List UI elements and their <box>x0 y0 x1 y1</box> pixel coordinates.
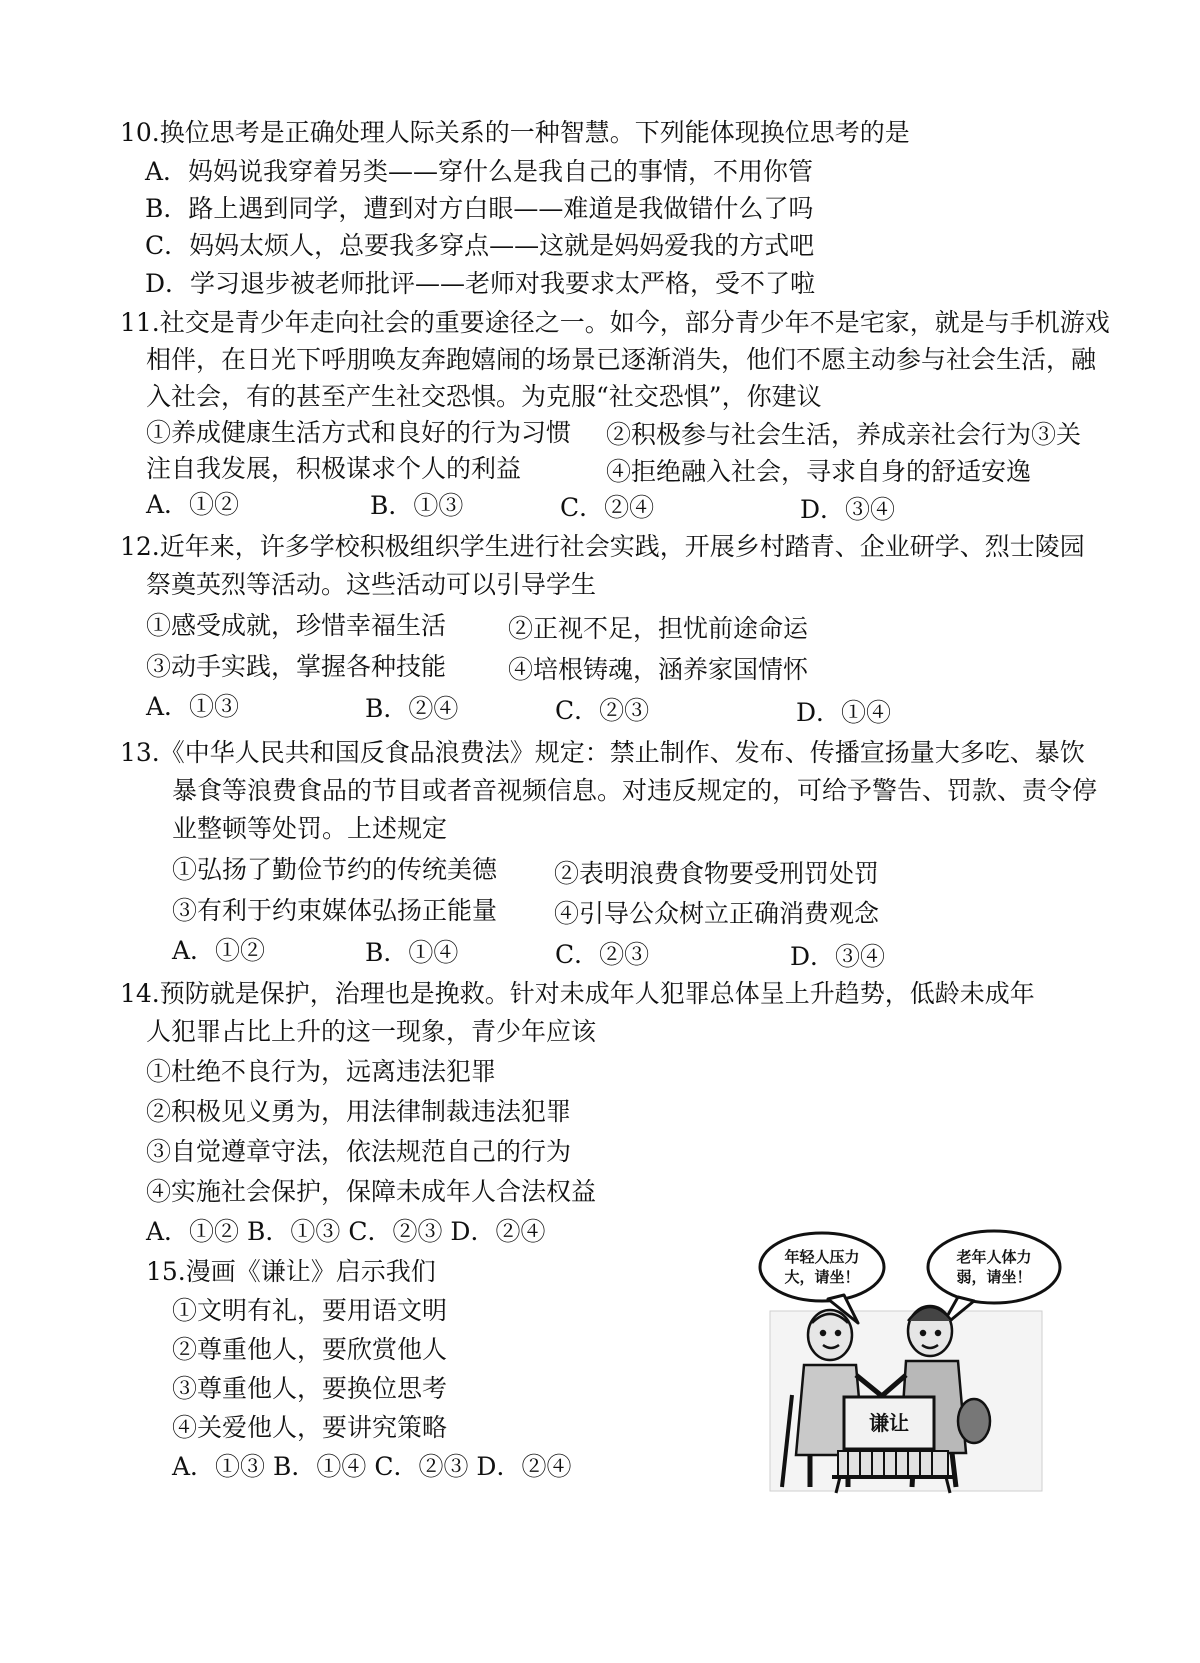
q15-item-3: ③尊重他人，要换位思考 <box>172 1374 448 1403</box>
q14-item-3: ③自觉遵章守法，依法规范自己的行为 <box>146 1137 572 1166</box>
q11-item-1: ①养成健康生活方式和良好的行为习惯 <box>146 418 572 447</box>
right-speech-bubble: 老年人体力 弱，请坐！ <box>956 1248 1032 1286</box>
q14-item-1: ①杜绝不良行为，远离违法犯罪 <box>146 1057 497 1086</box>
q12-answer-b: B．②④ <box>365 694 459 723</box>
q11-stem-line-3: 入社会，有的甚至产生社交恐惧。为克服“社交恐惧”，你建议 <box>146 382 822 411</box>
q11-answer-d: D．③④ <box>800 495 896 524</box>
q11-stem-line-1: 11.社交是青少年走向社会的重要途径之一。如今，部分青少年不是宅家，就是与手机游戏 <box>120 308 1110 337</box>
q12-stem-line-1: 12.近年来，许多学校积极组织学生进行社会实践，开展乡村踏青、企业研学、烈士陵园 <box>120 532 1085 561</box>
q10-option-b: B．路上遇到同学，遭到对方白眼——难道是我做错什么了吗 <box>145 194 814 223</box>
q14-stem-line-1: 14.预防就是保护，治理也是挽救。针对未成年人犯罪总体呈上升趋势，低龄未成年 <box>120 979 1035 1008</box>
q14-item-4: ④实施社会保护，保障未成年人合法权益 <box>146 1177 597 1206</box>
q12-stem-line-2: 祭奠英烈等活动。这些活动可以引导学生 <box>146 570 597 599</box>
q12-answer-d: D．①④ <box>796 698 892 727</box>
humility-sign: 谦让 <box>869 1411 909 1435</box>
q11-answer-b: B．①③ <box>370 491 464 520</box>
q12-item-1: ①感受成就，珍惜幸福生活 <box>146 611 447 640</box>
q13-item-2: ②表明浪费食物要受刑罚处罚 <box>554 859 880 888</box>
q10-stem: 10.换位思考是正确处理人际关系的一种智慧。下列能体现换位思考的是 <box>120 118 910 147</box>
q11-item-4: ④拒绝融入社会，寻求自身的舒适安逸 <box>606 457 1032 486</box>
left-speech-bubble: 年轻人压力 大，请坐！ <box>784 1248 860 1286</box>
q10-option-c: C．妈妈太烦人，总要我多穿点——这就是妈妈爱我的方式吧 <box>145 231 815 260</box>
q14-answers: A．①② B．①③ C．②③ D．②④ <box>146 1217 546 1246</box>
q14-stem-line-2: 人犯罪占比上升的这一现象，青少年应该 <box>146 1017 597 1046</box>
q12-item-2: ②正视不足，担忧前途命运 <box>508 614 809 643</box>
q15-stem: 15.漫画《谦让》启示我们 <box>146 1257 436 1286</box>
q13-item-1: ①弘扬了勤俭节约的传统美德 <box>172 855 498 884</box>
q12-item-3: ③动手实践，掌握各种技能 <box>146 652 447 681</box>
q11-item-3: 注自我发展，积极谋求个人的利益 <box>146 454 522 483</box>
q11-answer-c: C．②④ <box>560 493 655 522</box>
q11-answer-a: A．①② <box>146 490 240 519</box>
q13-answer-c: C．②③ <box>555 940 650 969</box>
q13-answer-d: D．③④ <box>790 942 886 971</box>
q12-answer-c: C．②③ <box>555 696 650 725</box>
q11-item-2: ②积极参与社会生活，养成亲社会行为③关 <box>606 420 1082 449</box>
q13-answer-b: B．①④ <box>365 938 459 967</box>
q13-stem-line-2: 暴食等浪费食品的节目或者音视频信息。对违反规定的，可给予警告、罚款、责令停 <box>172 776 1098 805</box>
q14-item-2: ②积极见义勇为，用法律制裁违法犯罪 <box>146 1097 572 1126</box>
q10-option-d: D．学习退步被老师批评——老师对我要求太严格，受不了啦 <box>145 269 816 298</box>
q13-item-4: ④引导公众树立正确消费观念 <box>554 899 880 928</box>
q13-stem-line-1: 13.《中华人民共和国反食品浪费法》规定：禁止制作、发布、传播宣扬量大多吃、暴饮 <box>120 738 1085 767</box>
q12-answer-a: A．①③ <box>146 692 240 721</box>
q15-item-1: ①文明有礼，要用语文明 <box>172 1296 448 1325</box>
q11-stem-line-2: 相伴，在日光下呼朋唤友奔跑嬉闹的场景已逐渐消失，他们不愿主动参与社会生活，融 <box>146 345 1097 374</box>
q15-answers: A．①③ B．①④ C．②③ D．②④ <box>172 1452 572 1481</box>
q13-stem-line-3: 业整顿等处罚。上述规定 <box>172 814 448 843</box>
q13-item-3: ③有利于约束媒体弘扬正能量 <box>172 896 498 925</box>
humility-cartoon <box>752 1225 1062 1495</box>
q12-item-4: ④培根铸魂，涵养家国情怀 <box>508 655 809 684</box>
q15-item-2: ②尊重他人，要欣赏他人 <box>172 1335 448 1364</box>
q10-option-a: A．妈妈说我穿着另类——穿什么是我自己的事情，不用你管 <box>145 157 814 186</box>
q15-item-4: ④关爱他人，要讲究策略 <box>172 1413 448 1442</box>
q13-answer-a: A．①② <box>172 936 266 965</box>
